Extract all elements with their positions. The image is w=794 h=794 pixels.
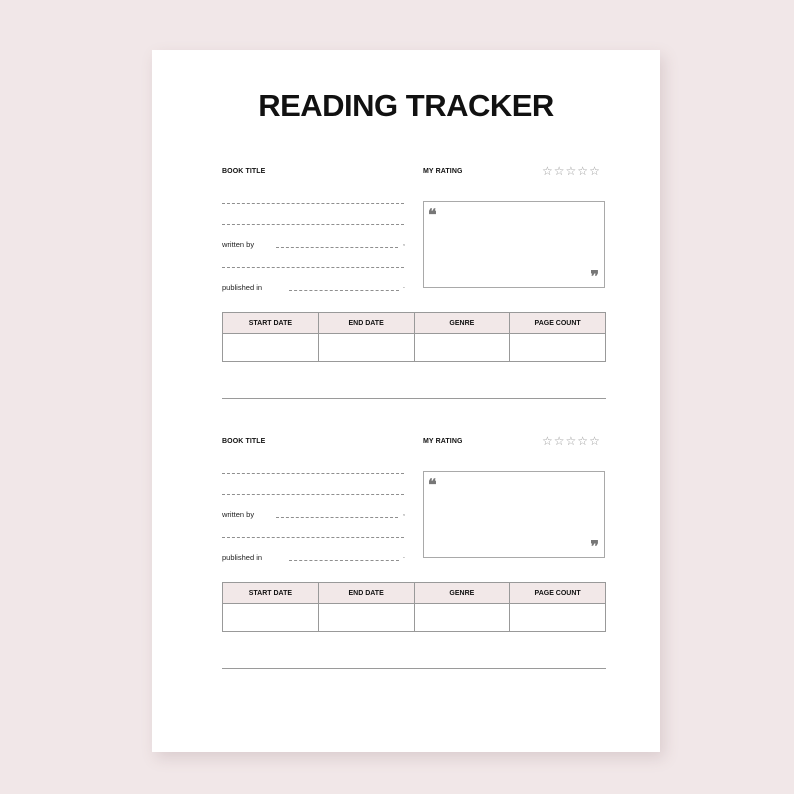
book-title-label: BOOK TITLE: [222, 168, 266, 175]
page-count-cell[interactable]: [510, 334, 606, 362]
end-date-header: END DATE: [318, 583, 414, 604]
genre-header: GENRE: [414, 313, 510, 334]
star-icon[interactable]: ☆: [542, 434, 553, 448]
book-title-label: BOOK TITLE: [222, 438, 266, 445]
start-date-cell[interactable]: [223, 604, 319, 632]
book-title-line-1[interactable]: [222, 473, 404, 474]
comma-mark: ,: [403, 240, 405, 247]
written-by-label: written by: [222, 510, 255, 519]
star-icon[interactable]: ☆: [589, 434, 600, 448]
extra-line[interactable]: [222, 537, 404, 538]
period-mark: .: [403, 553, 405, 560]
star-icon[interactable]: ☆: [589, 164, 600, 178]
start-date-cell[interactable]: [223, 334, 319, 362]
star-icon[interactable]: ☆: [553, 164, 565, 178]
book-title-line-2[interactable]: [222, 224, 404, 225]
close-quote-icon: ❞: [590, 537, 599, 556]
author-line[interactable]: [276, 517, 398, 518]
end-date-cell[interactable]: [318, 604, 414, 632]
page-title: READING TRACKER: [258, 88, 554, 123]
extra-line[interactable]: [222, 267, 404, 268]
page-count-header: PAGE COUNT: [510, 583, 606, 604]
star-icon[interactable]: ☆: [542, 164, 553, 178]
author-line[interactable]: [276, 247, 398, 248]
period-mark: .: [403, 283, 405, 290]
quote-box[interactable]: [423, 201, 605, 288]
star-rating[interactable]: [542, 435, 600, 447]
book-title-line-1[interactable]: [222, 203, 404, 204]
comma-mark: ,: [403, 510, 405, 517]
open-quote-icon: ❝: [428, 475, 437, 494]
book-info-table: [222, 582, 606, 632]
genre-cell[interactable]: [414, 334, 510, 362]
start-date-header: START DATE: [223, 583, 319, 604]
published-line[interactable]: [289, 290, 399, 291]
written-by-label: written by: [222, 240, 255, 249]
star-icon[interactable]: ☆: [565, 164, 577, 178]
end-date-header: END DATE: [318, 313, 414, 334]
published-in-label: published in: [222, 553, 263, 562]
my-rating-label: MY RATING: [423, 438, 463, 445]
start-date-header: START DATE: [223, 313, 319, 334]
published-line[interactable]: [289, 560, 399, 561]
section-divider: [222, 668, 606, 669]
book-info-table: [222, 312, 606, 362]
star-icon[interactable]: ☆: [565, 434, 577, 448]
close-quote-icon: ❞: [590, 267, 599, 286]
star-icon[interactable]: ☆: [577, 434, 589, 448]
open-quote-icon: ❝: [428, 205, 437, 224]
star-icon[interactable]: ☆: [577, 164, 589, 178]
book-title-line-2[interactable]: [222, 494, 404, 495]
page-count-header: PAGE COUNT: [510, 313, 606, 334]
genre-header: GENRE: [414, 583, 510, 604]
star-icon[interactable]: ☆: [553, 434, 565, 448]
tracker-page: [152, 50, 660, 752]
genre-cell[interactable]: [414, 604, 510, 632]
quote-box[interactable]: [423, 471, 605, 558]
star-rating[interactable]: [542, 165, 600, 177]
end-date-cell[interactable]: [318, 334, 414, 362]
book-entry-1: [222, 164, 606, 418]
published-in-label: published in: [222, 283, 263, 292]
my-rating-label: MY RATING: [423, 168, 463, 175]
page-count-cell[interactable]: [510, 604, 606, 632]
section-divider: [222, 398, 606, 399]
book-entry-2: [222, 434, 606, 688]
